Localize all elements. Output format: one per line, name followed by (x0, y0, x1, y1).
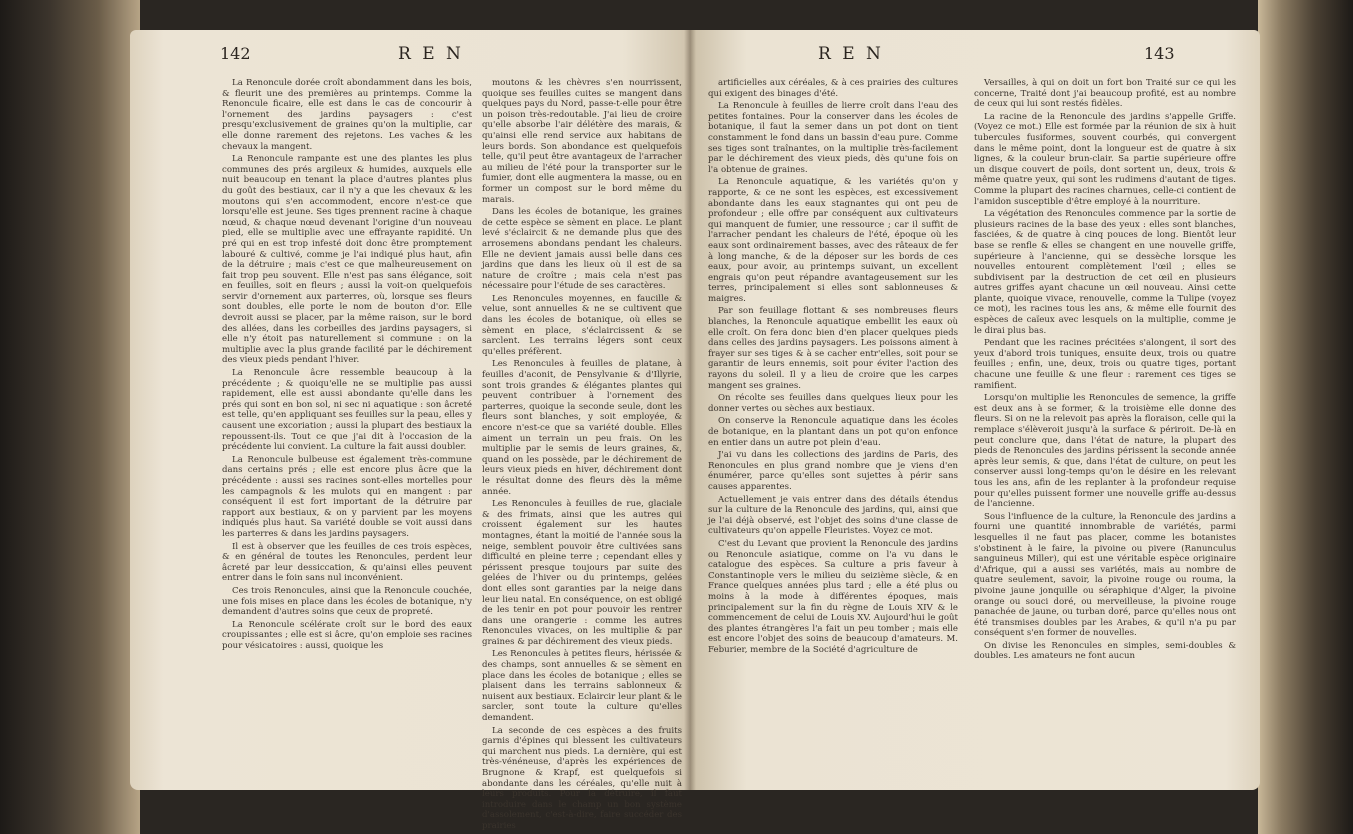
paragraph: Ces trois Renoncules, ainsi que la Renoncule couchée, une fois mises en place dans les écoles de botanique, n'y demandent d'autres soins que ceux de propreté. (222, 585, 472, 618)
paragraph: On récolte ses feuilles dans quelques lieux pour les donner vertes ou sèches aux bestiaux. (708, 393, 958, 414)
text-column-1 (708, 78, 958, 657)
book-gutter (684, 30, 696, 790)
paragraph: Actuellement je vais entrer dans des détails étendus sur la culture de la Renoncule des jardins, qui, ainsi que je l'ai déjà observé, est l'objet des soins d'une classe de cultivateurs qu'on appelle Fleuristes. Voyez ce mot. (708, 494, 958, 537)
page-number: 142 (220, 44, 251, 63)
text-column-2 (482, 78, 682, 834)
paragraph: La Renoncule dorée croît abondamment dans les bois, & fleurit une des premières au printemps. Comme la Renoncule ficaire, elle est dans le cas de concourir à l'ornement des jardins paysagers : c'est presqu'exclusivement de graines qu'on la multiplie, car elle donne rarement des rejetons. Les vaches & les chevaux la mangent. (222, 78, 472, 152)
paragraph: Versailles, à qui on doit un fort bon Traité sur ce qui les concerne, Traité dont j'ai beaucoup profité, est au nombre de ceux qui lui sont restés fidèles. (974, 78, 1236, 110)
right-page-edges (1258, 0, 1353, 834)
left-page (130, 30, 690, 831)
paragraph: On divise les Renoncules en simples, semi-doubles & doubles. Les amateurs ne font aucun (974, 640, 1236, 662)
left-page-edges (0, 0, 140, 834)
paragraph: Dans les écoles de botanique, les graines de cette espèce se sèment en place. Le plant levé s'éclaircit & ne demande plus que des arrosemens abondans pendant les chaleurs. Elle ne devient jamais aussi belle dans ces jardins que dans les lieux où il est de sa nature de croître ; mais cela n'est pas nécessaire pour l'étude de ses caractères. (482, 207, 682, 292)
paragraph: Les Renoncules à feuilles de platane, à feuilles d'aconit, de Pensylvanie & d'Illyrie, sont trois grandes & élégantes plantes qui peuvent contribuer à l'ornement des parterres, quoique la seconde seule, dont les fleurs sont blanches, y soit employée, & encore n'est-ce que sa variété double. Elles aiment un terrain un peu frais. On les multiplie par le semis de leurs graines, &, quand on les possède, par le déchirement de leurs vieux pieds en hiver, déchirement dont le résultat donne des fleurs dès la même année. (482, 359, 682, 497)
paragraph: C'est du Levant que provient la Renoncule des jardins ou Renoncule asiatique, comme on l'a vu dans le catalogue des espèces. Sa culture a pris faveur à Constantinople vers le milieu du seizième siècle, & en France quelques années plus tard ; elle a été plus ou moins à la mode à différentes époques, mais principalement sur la fin du règne de Louis XIV & le commencement de celui de Louis XV. Aujourd'hui le goût des plantes étrangères l'a fait un peu tomber ; mais elle est encore l'objet des soins de beaucoup d'amateurs. M. Feburier, membre de la Société d'agriculture de (708, 538, 958, 655)
paragraph: Les Renoncules à feuilles de rue, glaciale & des frimats, ainsi que les autres qui croissent également sur les hautes montagnes, étant la moitié de l'année sous la neige, semblent pouvoir être cultivées sans difficulté en pleine terre ; cependant elles y périssent presque toujours par suite des gelées de l'hiver ou du printemps, gelées dont elles sont garanties par la neige dans leur lieu natal. En conséquence, on est obligé de les tenir en pot pour pouvoir les rentrer dans une orangerie : comme les autres Renoncules vivaces, on les multiplie & par graines & par déchirement des vieux pieds. (482, 499, 682, 647)
paragraph: La végétation des Renoncules commence par la sortie de plusieurs racines de la base des yeux : elles sont blanches, fasciées, & de quatre à cinq pouces de long. Bientôt leur base se renfle & elles se changent en une nouvelle griffe, supérieure à l'ancienne, qui se dessèche lorsque les nouvelles entourent complètement l'œil ; elles se subdivisent par la destruction de cet œil en plusieurs autres griffes ayant chacune un œil nouveau. Ainsi cette plante, quoique vivace, renouvelle, comme la Tulipe (voyez ce mot), les racines tous les ans, & même elle fournit des espèces de caïeux avec lesquels on la multiplie, comme je le dirai plus bas. (974, 209, 1236, 336)
paragraph: La racine de la Renoncule des jardins s'appelle Griffe. (Voyez ce mot.) Elle est formée par la réunion de six à huit tubercules fusiformes, souvent courbés, qui convergent dans le même point, dont la longueur est de quatre à six lignes, & la couleur brun-clair. Sa partie supérieure offre un disque couvert de poils, dont sortent un, deux, trois & même quatre yeux, qui sont les rudimens d'autant de tiges. Comme la plupart des racines charnues, celle-ci contient de l'amidon susceptible d'être employé à la nourriture. (974, 111, 1236, 207)
paragraph: La Renoncule âcre ressemble beaucoup à la précédente ; & quoiqu'elle ne se multiplie pas aussi rapidement, elle est aussi abondante qu'elle dans les prés qui sont en bon sol, ni sec ni aquatique : son âcreté est telle, qu'en appliquant ses feuilles sur la peau, elles y causent une excoriation ; aussi la plupart des bestiaux la repoussent-ils. Tout ce que j'ai dit à l'occasion de la précédente lui convient. La culture la fait aussi doubler. (222, 368, 472, 453)
running-header: R E N (818, 44, 884, 64)
right-page (690, 30, 1260, 790)
paragraph: Il est à observer que les feuilles de ces trois espèces, & en général de toutes les Renoncules, perdent leur âcreté par leur dessiccation, & qu'ainsi elles peuvent entrer dans le foin sans nul inconvénient. (222, 541, 472, 584)
paragraph: artificielles aux céréales, & à ces prairies des cultures qui exigent des binages d'été. (708, 78, 958, 99)
paragraph: Lorsqu'on multiplie les Renoncules de semence, la griffe est deux ans à se former, & la troisième elle donne des fleurs. Si on ne la relevoit pas après la floraison, celle qui la remplace s'élèveroit jusqu'à la surface & périroit. De-là en peut conclure que, dans l'état de nature, la plupart des pieds de Renoncules des jardins périssent la seconde année après leur semis, & que, dans l'état de culture, on peut les conserver aussi long-temps qu'on le désire en les relevant tous les ans, afin de les replanter à la profondeur requise pour qu'elles puissent former une nouvelle griffe au-dessus de l'ancienne. (974, 393, 1236, 510)
text-column-1 (222, 78, 472, 653)
paragraph: La seconde de ces espèces a des fruits garnis d'épines qui blessent les cultivateurs qui marchent nus pieds. La dernière, qui est très-vénéneuse, d'après les expériences de Brugnone & Krapf, est quelquefois si abondante dans les céréales, qu'elle nuit à leurs produits. Pour la détruire, il faut introduire dans le champ un bon système d'assolement, c'est-à-dire, faire succéder des prairies (482, 725, 682, 831)
text-column-2 (974, 78, 1236, 664)
paragraph: La Renoncule aquatique, & les variétés qu'on y rapporte, & ce ne sont les espèces, est excessivement abondante dans les eaux stagnantes qui ont peu de profondeur ; elle offre par conséquent aux cultivateurs qui manquent de fumier, une ressource ; car il suffit de l'arracher pendant les chaleurs de l'été, époque où les eaux sont ordinairement basses, avec des râteaux de fer à long manche, & de la déposer sur les bords de ces eaux, pour avoir, au printemps suivant, un excellent engrais qu'on peut répandre avantageusement sur les terres, principalement si elles sont sablonneuses & maigres. (708, 177, 958, 304)
paragraph: Les Renoncules à petites fleurs, hérissée & des champs, sont annuelles & se sèment en place dans les écoles de botanique ; elles se plaisent dans les terrains sablonneux & nuisent aux bestiaux. Eclaircir leur plant & le sarcler, sont toute la culture qu'elles demandent. (482, 649, 682, 724)
paragraph: La Renoncule rampante est une des plantes les plus communes des prés argileux & humides, auxquels elle nuit beaucoup en tenant la place d'autres plantes plus du goût des bestiaux, car il n'y a que les chevaux & les moutons qui s'en accommodent, encore n'est-ce que lorsqu'elle est jeune. Ses tiges prennent racine à chaque nœud, & chaque nœud devenant l'origine d'un nouveau pied, elle se multiplie avec une effrayante rapidité. Un pré qui en est trop infesté doit donc être promptement labouré & cultivé, comme je l'ai indiqué plus haut, afin de la détruire ; mais c'est ce que malheureusement on fait trop peu souvent. Elle n'est pas sans élégance, soit en feuilles, soit en fleurs ; aussi la voit-on quelquefois servir d'ornement aux parterres, où, lorsque ses fleurs sont doubles, elle porte le nom de bouton d'or. Elle devroit aussi se placer, par la même raison, sur le bord des allées, dans les corbeilles des jardins paysagers, si elle n'y étoit pas naturellement si commune : on la multiplie avec la plus grande facilité par le déchirement des vieux pieds pendant l'hiver. (222, 154, 472, 366)
paragraph: Les Renoncules moyennes, en faucille & velue, sont annuelles & ne se cultivent que dans les écoles de botanique, où elles se sèment en place, s'éclaircissent & se sarclent. Les terrains légers sont ceux qu'elles préfèrent. (482, 293, 682, 357)
paragraph: moutons & les chèvres s'en nourrissent, quoique ses feuilles cuites se mangent dans quelques pays du Nord, passe-t-elle pour être un poison très-redoutable. J'ai lieu de croire qu'elle absorbe l'air délétère des marais, & qu'ainsi elle rend service aux habitans de leurs bords. Son abondance est quelquefois telle, qu'il peut être avantageux de l'arracher au milieu de l'été pour la transporter sur le fumier, dont elle augmentera la masse, ou en former un compost sur le bord même du marais. (482, 78, 682, 205)
page-number: 143 (1144, 44, 1175, 63)
paragraph: Sous l'influence de la culture, la Renoncule des jardins a fourni une quantité innombrable de variétés, parmi lesquelles il ne faut pas placer, comme les botanistes s'obstinent à le faire, la pivoine ou pivere (Ranunculus sanguineus Miller), qui est une véritable espèce originaire d'Afrique, qui a aussi ses variétés, mais au nombre de quatre seulement, savoir, la pivoine rouge ou rouma, la pivoine jaune jonquille ou séraphique d'Alger, la pivoine orange ou souci doré, ou merveilleuse, la pivoine rouge panachée de jaune, ou turban doré, parce qu'elles nous ont été transmises doubles par les Arabes, & qu'il n'a pu par conséquent s'en former de nouvelles. (974, 511, 1236, 639)
paragraph: La Renoncule scélérate croît sur le bord des eaux croupissantes ; elle est si âcre, qu'on emploie ses racines pour vésicatoires : aussi, quoique les (222, 619, 472, 651)
paragraph: La Renoncule à feuilles de lierre croît dans l'eau des petites fontaines. Pour la conserver dans les écoles de botanique, il faut la semer dans un pot dont on tient constamment le fond dans un bassin d'eau pure. Comme ses tiges sont traînantes, on la multiplie très-facilement par le déchirement des vieux pieds, dès qu'une fois on l'a obtenue de graines. (708, 101, 958, 175)
paragraph: On conserve la Renoncule aquatique dans les écoles de botanique, en la plantant dans un pot qu'on enfonce en entier dans un autre pot plein d'eau. (708, 416, 958, 448)
paragraph: La Renoncule bulbeuse est également très-commune dans certains prés ; elle est encore plus âcre que la précédente : aussi ses racines sont-elles mortelles pour les campagnols & les mulots qui en mangent : par conséquent il est fort important de la détruire par rapport aux bestiaux, & on y parvient par les moyens indiqués plus haut. Sa variété double se voit aussi dans les parterres & dans les jardins paysagers. (222, 454, 472, 539)
paragraph: Pendant que les racines précitées s'alongent, il sort des yeux d'abord trois tuniques, ensuite deux, trois ou quatre feuilles ; enfin, une, deux, trois ou quatre tiges, portant chacune une feuille & une fleur : rarement ces tiges se ramifient. (974, 338, 1236, 391)
running-header: R E N (398, 44, 464, 64)
paragraph: Par son feuillage flottant & ses nombreuses fleurs blanches, la Renoncule aquatique embellit les eaux où elle croît. On fera donc bien d'en placer quelques pieds dans celles des jardins paysagers. Les poissons aiment à frayer sur ses tiges & à se cacher entr'elles, soit pour se garantir de leurs ennemis, soit pour éviter l'action des rayons du soleil. Il y a lieu de croire que les carpes mangent ses graines. (708, 306, 958, 391)
paragraph: J'ai vu dans les collections des jardins de Paris, des Renoncules en plus grand nombre que je viens d'en énumérer, parce qu'elles sont sujettes à périr sans causes apparentes. (708, 450, 958, 492)
